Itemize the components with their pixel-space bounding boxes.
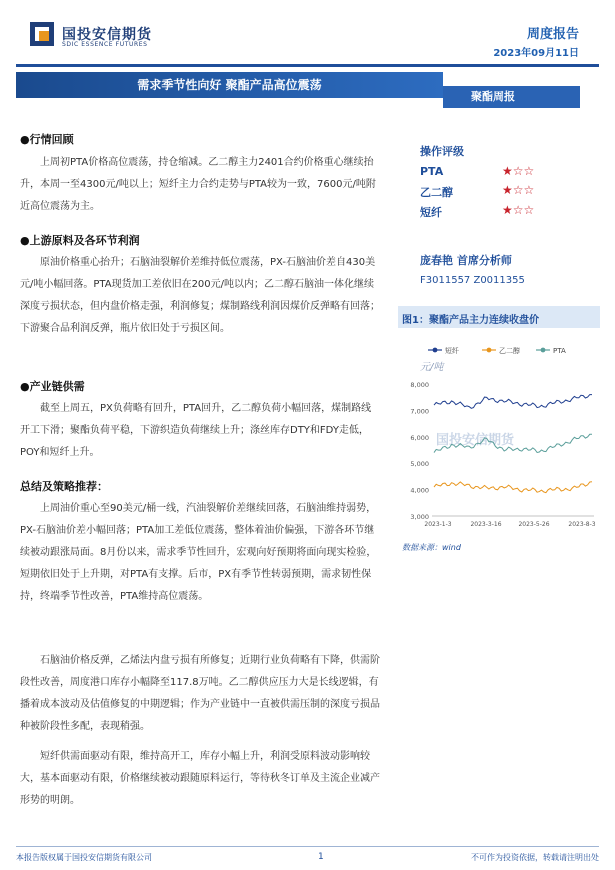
rating-row-meg — [420, 184, 570, 200]
section-heading-market-review: ●行情回顾 — [20, 133, 74, 146]
company-logo-icon — [30, 22, 54, 46]
report-title: 需求季节性向好 聚酯产品高位震荡 — [137, 78, 322, 92]
footer-divider — [16, 846, 599, 847]
x-tick-label: 2023-1-3 — [424, 521, 452, 528]
figure-caption: 图1：聚酯产品主力连续收盘价 — [402, 315, 539, 326]
chart-legend — [428, 346, 566, 355]
legend-label: 短纤 — [445, 347, 459, 355]
analyst-license-ids: F3011557 Z0011355 — [420, 275, 525, 286]
chart-watermark: 国投安信期货 — [436, 433, 515, 448]
header-divider — [16, 64, 599, 67]
section-heading-supply-demand: ●产业链供需 — [20, 380, 85, 393]
legend-label: 乙二醇 — [499, 347, 520, 355]
paragraph-market-review: 上周初PTA价格高位震荡，持仓缩减。乙二醇主力2401合约价格重心继续抬升，本周一至4300元/吨以上；短纤主力合约走势与PTA较为一致，7600元/吨附近高位震荡为主。 — [20, 157, 376, 212]
legend-marker — [541, 348, 546, 353]
paragraph-summary-pta: 上周油价重心至90美元/桶一线，汽油裂解价差继续回落，石脑油维持弱势，PX-石脑油价差小幅回落；PTA加工差低位震荡，整体着油价偏强，下游各环节继续被动跟涨局面。8月份以来，需求季节性回升，宏观向好预期将面向现实检验，短期依旧处于上升期，对PTA有支撑。后市，PX有季节性转弱预期，需求韧性保持，终端季节性改善，PTA维持高位震荡。 — [20, 503, 377, 602]
x-tick-label: 2023-3-16 — [470, 521, 502, 528]
rating-name: 短纤 — [420, 206, 442, 219]
rating-stars: ★☆☆ — [502, 164, 535, 178]
section-heading-upstream: ●上游原料及各环节利润 — [20, 234, 140, 247]
data-source: 数据来源：wind — [402, 543, 461, 552]
closing-price-chart — [398, 340, 600, 536]
series-line — [434, 395, 592, 409]
legend-label: PTA — [553, 347, 566, 355]
y-tick-label: 3,000 — [410, 513, 429, 521]
footer-disclaimer: 不可作为投资依据，转载请注明出处 — [471, 853, 599, 862]
x-tick-label: 2023-5-26 — [518, 521, 550, 528]
paragraph-summary-psf: 短纤供需面驱动有限，维持高开工，库存小幅上升，利润受原料波动影响较大，基本面驱动有限，价格继续被动跟随原料运行，等待秋冬订单及主流企业减产形势的明朗。 — [20, 751, 380, 806]
rating-stars: ★☆☆ — [502, 203, 535, 217]
unit-label: 元/吨 — [420, 362, 444, 373]
category-tag: 聚酯周报 — [443, 86, 580, 108]
rating-stars: ★☆☆ — [502, 183, 535, 197]
page-number: 1 — [318, 852, 324, 862]
y-tick-label: 6,000 — [410, 433, 429, 442]
rating-row-psf — [420, 204, 570, 220]
paragraph-upstream: 原油价格重心抬升；石脑油裂解价差维持低位震荡，PX-石脑油价差自430美元/吨小幅回落。PTA现货加工差依旧在200元/吨以内；乙二醇石脑油一体化继续深度亏损状态，但内盘价格走强，利润修复；煤制路线利润因煤价反弹略有回落；下游聚合品利润反弹，瓶片依旧处于亏损区间。 — [20, 257, 380, 334]
y-tick-label: 4,000 — [410, 486, 429, 495]
rating-row-pta — [420, 165, 570, 181]
paragraph-summary-meg: 石脑油价格反弹，乙烯法内盘亏损有所修复；近期行业负荷略有下降，供需阶段性改善，周度港口库存小幅降至117.8万吨。乙二醇供应压力大是长线逻辑，有播着成本波动及估值修复的中期逻辑；作为产业链中一直被供需压制的深度亏损品种被阶段性多配，表现稍强。 — [20, 655, 380, 732]
y-tick-label: 8,000 — [410, 381, 429, 389]
paragraph-supply-demand: 截至上周五，PX负荷略有回升，PTA回升，乙二醇负荷小幅回落，煤制路线开工下滑；聚酯负荷平稳，下游织造负荷继续上升；涤丝库存DTY和FDY走低，POY和短纤上升。 — [20, 403, 372, 458]
footer-copyright: 本报告版权属于国投安信期货有限公司 — [16, 853, 152, 862]
x-tick-label: 2023-8-3 — [568, 521, 596, 528]
section-heading-summary: 总结及策略推荐： — [20, 480, 108, 493]
series-line — [434, 482, 592, 493]
report-type: 周度报告 — [526, 27, 579, 42]
rating-name: 乙二醇 — [420, 186, 453, 199]
report-date: 2023年09月11日 — [493, 48, 579, 59]
rating-name: PTA — [420, 165, 444, 178]
analyst-name: 庞春艳 首席分析师 — [420, 254, 512, 267]
legend-marker — [433, 348, 438, 353]
y-tick-label: 7,000 — [410, 407, 429, 416]
title-banner — [16, 72, 443, 98]
legend-marker — [487, 348, 492, 353]
rating-title: 操作评级 — [420, 145, 464, 158]
company-name-cn: 国投安信期货 — [62, 27, 152, 43]
y-tick-label: 5,000 — [410, 460, 429, 469]
company-name-en: SDIC ESSENCE FUTURES — [62, 41, 148, 48]
